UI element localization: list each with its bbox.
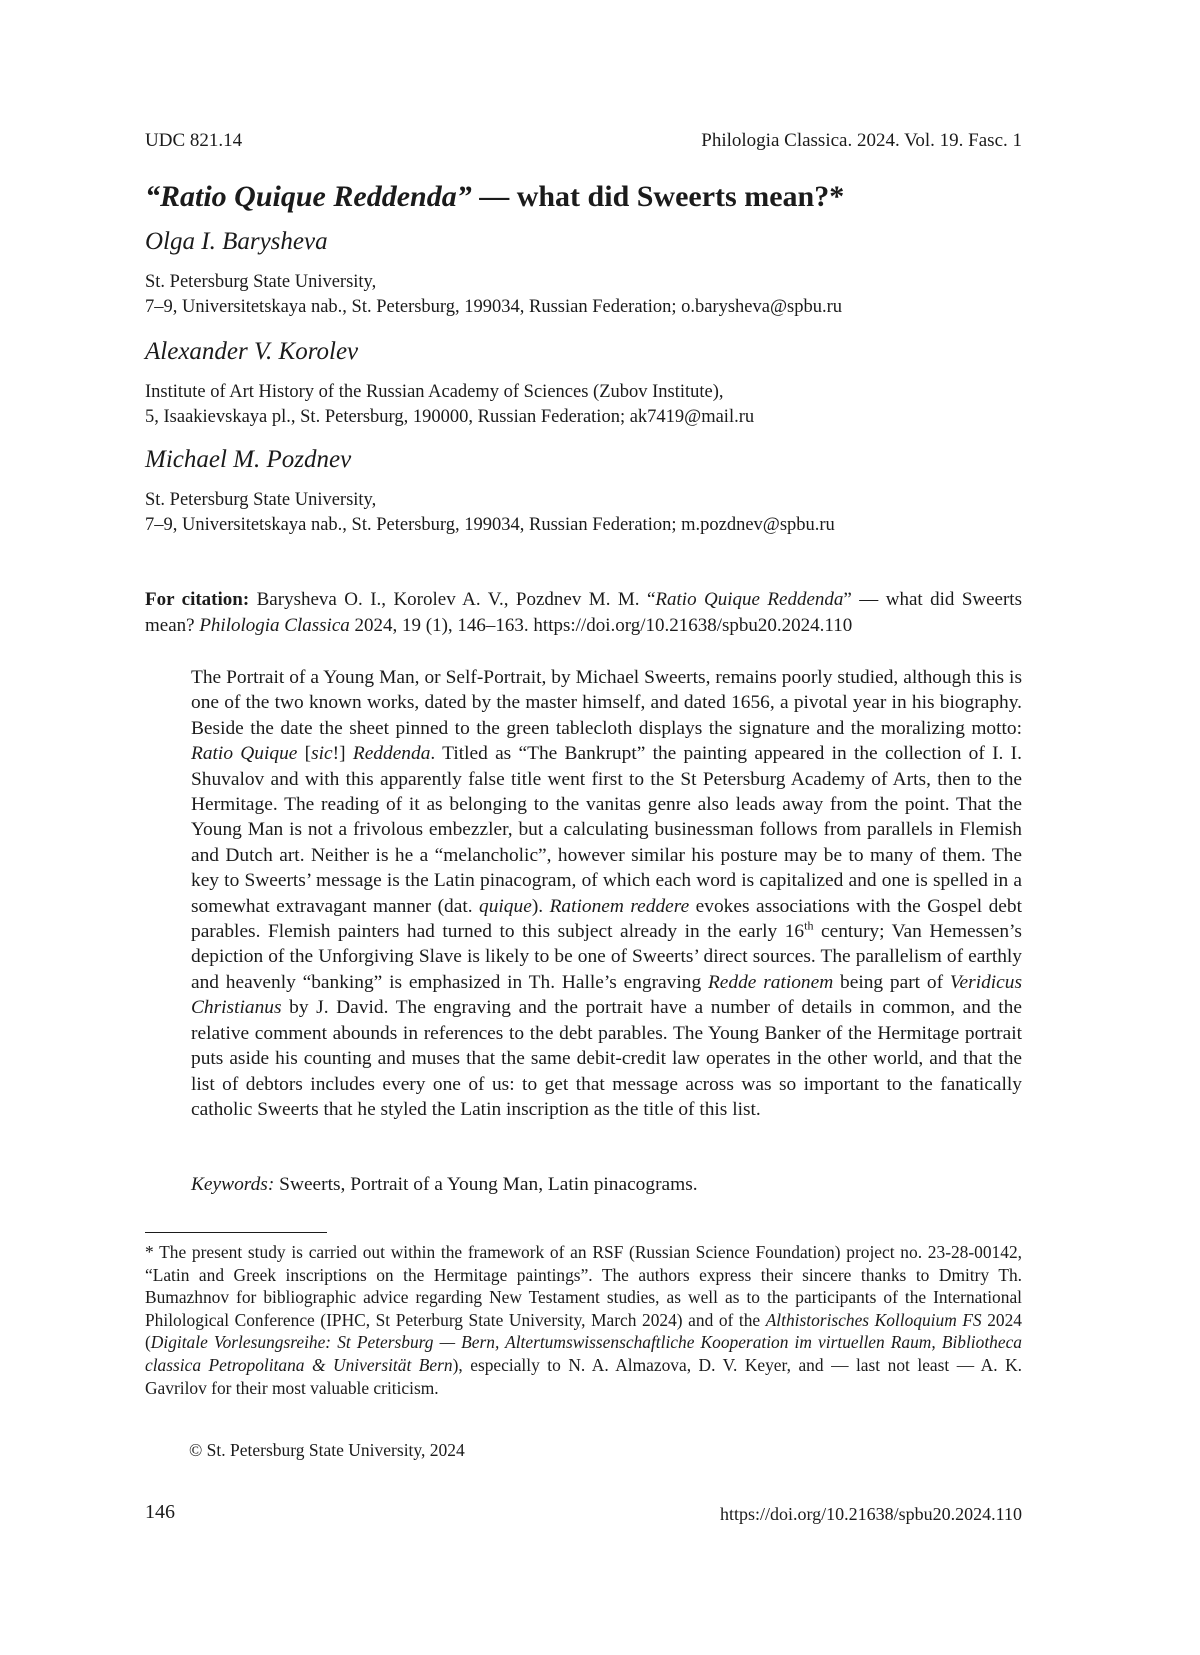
abstract-text: by J. David. The engraving and the portrait have a number of details in common, and the relative comment abounds in references to the debt parables. The Young Banker of the Hermitage portrait puts aside his counting and muses that the same debit-credit law operates in the other world, and that the list of debtors includes every one of us: to get that message across was so important to the fanatically catholic Sweerts that he styled the Latin inscription as the title of this list. [191,997,1022,1120]
abstract-text: quique [479,895,532,917]
abstract-text: century; Van Hemessen’s depiction of the Unforgiving Slave is likely to be one of Sweerts’ direct sources. The parallelism of earthly and heavenly “banking” is emphasized in Th. Halle’s engraving [191,921,1022,993]
citation-doi: 2024, 19 (1), 146–163. https://doi.org/10.21638/spbu20.2024.110 [349,615,853,636]
abstract-text: [ [297,743,312,765]
author-name-1: Olga I. Barysheva [145,228,328,255]
citation-label: For citation: [145,589,250,610]
author-name-2: Alexander V. Korolev [145,338,359,365]
footnote-text: Digitale Vorlesungsreihe: St Petersburg — Bern, Altertumswissenschaftliche Kooperation im virtuellen Raum, Bibliotheca classica Petropolitana & Universität Bern [145,1332,1022,1375]
footnote-text: ), especially to N. A. Almazova, D. V. Keyer, and — last not least — A. K. Gavrilov for their most valuable criticism. [145,1354,1022,1398]
footnote-text: * The present study is carried out within the framework of an RSF (Russian Science Foundation) project no. 23-28-00142, “Latin and Greek inscriptions on the Hermitage paintings”. The authors express their sincere thanks to Dmitry Th. Bumazhnov for bibliographic advice regarding New Testament studies, as well as to the participants of the International Philological Conference (IPHC, St Peterburg State University, March 2024) and of the [145,1242,1022,1330]
keywords [191,1174,698,1196]
citation-block [145,587,1022,639]
abstract-text: !] [332,743,353,765]
citation-text: ” — what did Sweerts mean? [145,589,1022,636]
abstract-text: evokes associations with the Gospel debt parables. Flemish painters had turned to this subject already in the early 16 [191,895,1022,943]
author-name-3: Michael M. Pozdnev [145,446,352,473]
journal-info: Philologia Classica. 2024. Vol. 19. Fasc. 1 [701,130,1022,151]
abstract-text: Redde rationem [707,971,834,993]
affiliation-line: 7–9, Universitetskaya nab., St. Petersburg, 199034, Russian Federation; o.barysheva@spbu.ru [145,297,842,317]
keywords-label: Keywords: [191,1174,275,1195]
citation-text: Ratio Quique Reddenda [655,589,844,610]
affiliation-line: Institute of Art History of the Russian Academy of Sciences (Zubov Institute), [145,382,724,402]
abstract-text: being part of [833,971,950,993]
footnote [145,1241,1022,1399]
affiliation-line: St. Petersburg State University, [145,272,377,292]
page-number: 146 [145,1501,175,1523]
copyright-notice: © St. Petersburg State University, 2024 [189,1440,465,1460]
author-affiliation-1 [145,270,842,320]
abstract-text: The Portrait of a Young Man, or Self-Portrait, by Michael Sweerts, remains poorly studied, although this is one of the two known works, dated by the master himself, and dated 1656, a pivotal year in his biography. Beside the date the sheet pinned to the green tablecloth displays the signature and the moralizing motto: [191,667,1022,739]
abstract-text: Rationem reddere [549,895,690,917]
article-title [145,180,844,214]
abstract-superscript: th [804,918,814,933]
footnote-text: Althistorisches Kolloquium FS [765,1309,982,1330]
keywords-text: Sweerts, Portrait of a Young Man, Latin pinacograms. [274,1174,698,1195]
citation-text: Philologia Classica [199,615,350,636]
citation-text: Barysheva O. I., Korolev A. V., Pozdnev M. M. “ [249,589,656,610]
abstract-text: Reddenda [352,743,431,765]
udc-code: UDC 821.14 [145,130,243,151]
abstract-text: Ratio Quique [191,743,298,765]
abstract-text: Veridicus Christianus [191,971,1023,1019]
author-affiliation-3 [145,488,835,538]
footer-doi-link[interactable]: https://doi.org/10.21638/spbu20.2024.110 [719,1504,1022,1524]
abstract-text: ). [531,895,550,917]
author-affiliation-2 [145,380,754,430]
affiliation-line: 7–9, Universitetskaya nab., St. Petersburg, 199034, Russian Federation; m.pozdnev@spbu.ru [145,515,835,535]
footnote-text: 2024 ( [145,1309,1022,1353]
affiliation-line: 5, Isaakievskaya pl., St. Petersburg, 190000, Russian Federation; ak7419@mail.ru [145,407,755,427]
affiliation-line: St. Petersburg State University, [145,490,377,510]
abstract-text: . Titled as “The Bankrupt” the painting appeared in the collection of I. I. Shuvalov and with this apparently false title went first to the St Petersburg Academy of Arts, then to the Hermitage. The reading of it as belonging to the vanitas genre also leads away from the point. That the Young Man is not a frivolous embezzler, but a calculating businessman follows from parallels in Flemish and Dutch art. Neither is he a “melancholic”, however similar his posture may be to many of them. The key to Sweerts’ message is the Latin pinacogram, of which each word is capitalized and one is spelled in a somewhat extravagant manner (dat. [191,743,1022,917]
footnote-divider [145,1232,327,1233]
title-italic: “Ratio Quique Reddenda” [145,180,472,213]
title-rest: — what did Sweerts mean?* [471,180,845,213]
abstract [191,665,1022,1122]
abstract-text: sic [311,743,333,765]
